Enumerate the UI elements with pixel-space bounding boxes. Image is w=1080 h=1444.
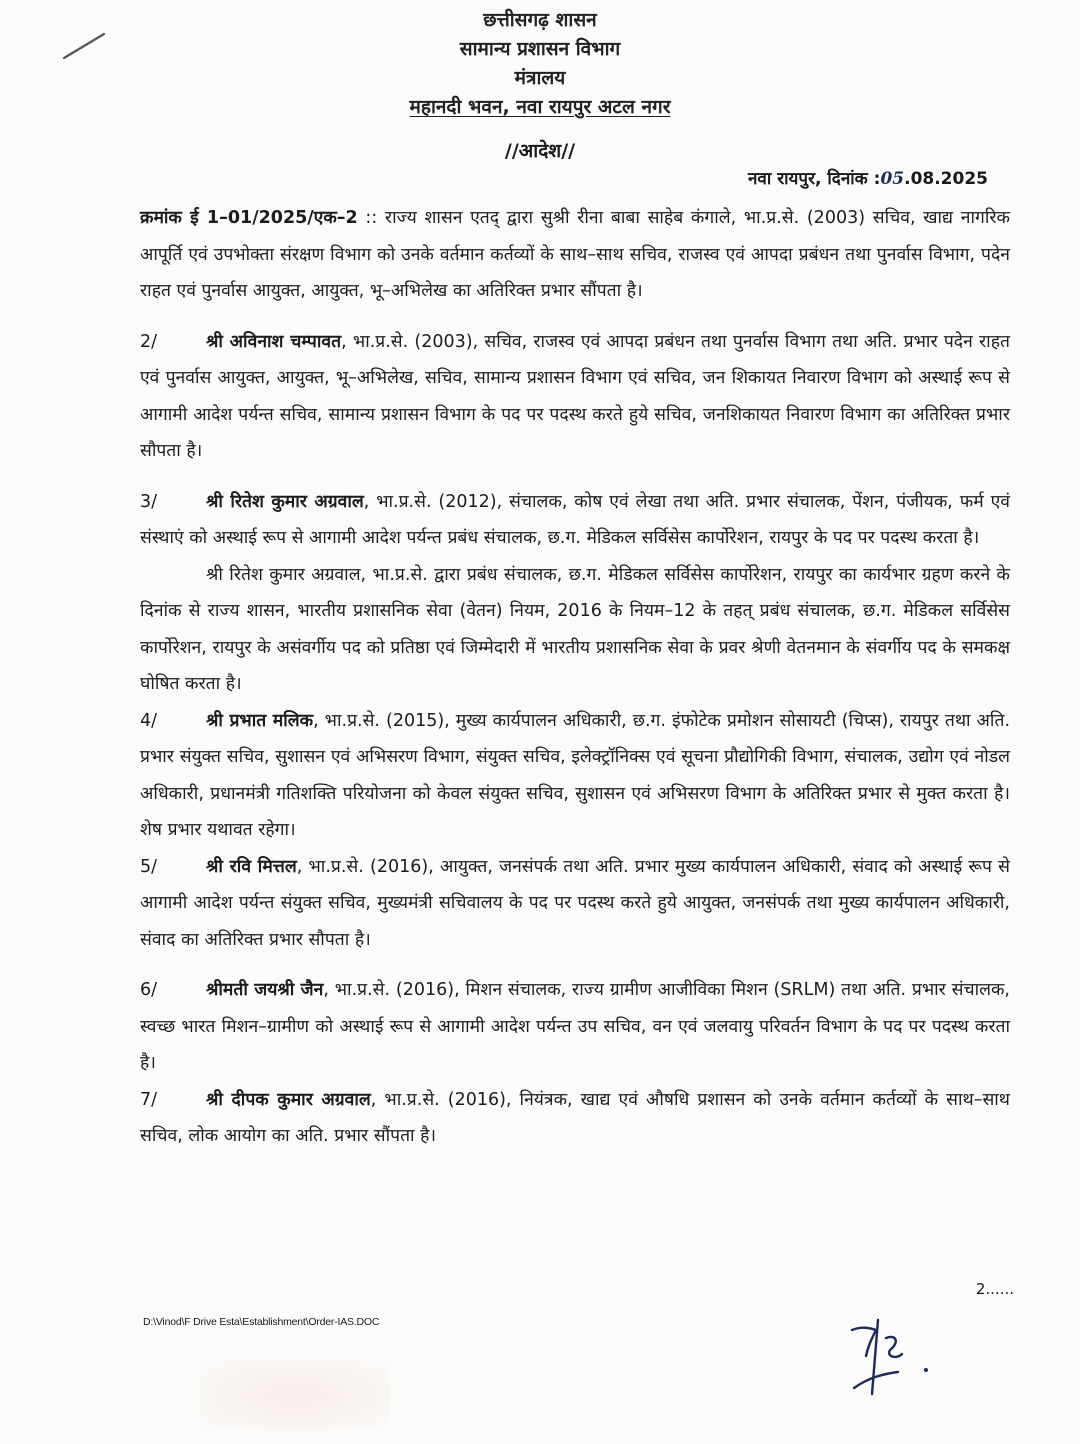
letterhead-government: छत्तीसगढ़ शासन	[483, 9, 597, 31]
paragraph-2	[140, 324, 1010, 470]
paragraph-2-text: , भा.प्र.से. (2003), सचिव, राजस्व एवं आपदा प्रबंधन तथा पुनर्वास विभाग तथा अति. प्रभार पदेन राहत एवं पुनर्वास आयुक्त, आयुक्त, भू–अभिलेख, सचिव, सामान्य प्रशासन विभाग एवं सचिव, जन शिकायत निवारण विभाग को अस्थाई रूप से आगामी आदेश पर्यन्त सचिव, सामान्य प्रशासन विभाग के पद पर पदस्थ करते हुये सचिव, जनशिकायत निवारण विभाग का अतिरिक्त प्रभार सौपता है।	[140, 331, 1010, 461]
date-place-label: नवा रायपुर, दिनांक :	[747, 169, 881, 189]
paragraph-number: 6/	[140, 980, 158, 1000]
handwritten-initials-signature	[842, 1316, 962, 1396]
page-continuation-marker: 2......	[975, 1280, 1014, 1298]
paragraph-1	[140, 200, 1010, 310]
paragraph-3b-text: श्री रितेश कुमार अग्रवाल, भा.प्र.से. द्वारा प्रबंध संचालक, छ.ग. मेडिकल सर्विसेस कार्पोरेशन, रायपुर का कार्यभार ग्रहण करने के दिनांक से राज्य शासन, भारतीय प्रशासनिक सेवा (वेतन) नियम, 2016 के नियम–12 के तहत् प्रबंध संचालक, छ.ग. मेडिकल सर्विसेस कार्पोरेशन, रायपुर के असंवर्गीय पद को प्रतिष्ठा एवं जिम्मेदारी में भारतीय प्रशासनिक सेवा के प्रवर श्रेणी वेतनमान के संवर्गीय पद के समकक्ष घोषित करता है।	[140, 564, 1010, 694]
officer-name: श्रीमती जयश्री जैन	[206, 980, 324, 1000]
date-month-year: .08.2025	[904, 169, 988, 189]
date-line	[748, 166, 988, 189]
paragraph-7-text: , भा.प्र.से. (2016), नियंत्रक, खाद्य एवं औषधि प्रशासन को उनके वर्तमान कर्तव्यों के साथ–साथ सचिव, लोक आयोग का अति. प्रभार सौंपता है।	[140, 1089, 1010, 1146]
paragraph-4	[140, 703, 1010, 849]
paragraph-4-text: , भा.प्र.से. (2015), मुख्य कार्यपालन अधिकारी, छ.ग. इंफोटेक प्रमोशन सोसायटी (चिप्स), रायपुर तथा अति. प्रभार संयुक्त सचिव, सुशासन एवं अभिसरण विभाग, संयुक्त सचिव, इलेक्ट्रॉनिक्स एवं सूचना प्रौद्योगिकी विभाग, संचालक, उद्योग एवं नोडल अधिकारी, प्रधानमंत्री गतिशक्ति परियोजना को केवल संयुक्त सचिव, सुशासन एवं अभिसरण विभाग के अतिरिक्त प्रभार से मुक्त करता है। शेष प्रभार यथावत रहेगा।	[140, 710, 1011, 840]
paragraph-number: 4/	[140, 710, 158, 731]
paragraph-6	[140, 972, 1010, 1082]
officer-name: श्री रवि मित्तल	[206, 856, 297, 877]
letterhead-ministry: मंत्रालय	[514, 67, 566, 89]
paragraph-3-text: , भा.प्र.से. (2012), संचालक, कोष एवं लेखा तथा अति. प्रभार संचालक, पेंशन, पंजीयक, फर्म एवं संस्थाएं को अस्थाई रूप से आगामी आदेश पर्यन्त प्रबंध संचालक, छ.ग. मेडिकल सर्विसेस कार्पोरेशन, रायपुर के पद पर पदस्थ करता है।	[140, 491, 1010, 548]
letterhead-department: सामान्य प्रशासन विभाग	[459, 38, 621, 60]
paragraph-number: 5/	[140, 856, 158, 877]
order-reference-number: क्रमांक ई 1–01/2025/एक–2	[140, 208, 358, 228]
letterhead	[0, 6, 1080, 166]
order-body	[140, 200, 1010, 1155]
paragraph-3	[140, 484, 1010, 557]
date-day-handwritten: 05	[880, 169, 905, 189]
order-title: //आदेश//	[504, 140, 576, 162]
paragraph-7	[140, 1082, 1010, 1155]
officer-name: श्री रितेश कुमार अग्रवाल	[206, 491, 364, 512]
paragraph-number: 3/	[140, 491, 158, 512]
letterhead-address: महानदी भवन, नवा रायपुर अटल नगर	[409, 96, 671, 118]
paragraph-5-text: , भा.प्र.से. (2016), आयुक्त, जनसंपर्क तथा अति. प्रभार मुख्य कार्यपालन अधिकारी, संवाद को अस्थाई रूप से आगामी आदेश पर्यन्त संयुक्त सचिव, मुख्यमंत्री सचिवालय के पद पर पदस्थ करते हुये आयुक्त, जनसंपर्क तथा मुख्य कार्यपालन अधिकारी, संवाद का अतिरिक्त प्रभार सौपता है।	[140, 856, 1010, 950]
paragraph-3b	[140, 557, 1010, 703]
officer-name: श्री प्रभात मलिक	[206, 710, 314, 731]
paper-stain	[200, 1360, 390, 1430]
officer-name: श्री दीपक कुमार अग्रवाल	[206, 1089, 371, 1110]
paragraph-number: 7/	[140, 1089, 158, 1110]
officer-name: श्री अविनाश चम्पावत	[206, 331, 342, 352]
paragraph-number: 2/	[140, 331, 158, 352]
document-file-path: D:\Vinod\F Drive Esta\Establishment\Order-IAS.DOC	[143, 1316, 380, 1328]
paragraph-5	[140, 849, 1010, 959]
paragraph-6-text: , भा.प्र.से. (2016), मिशन संचालक, राज्य ग्रामीण आजीविका मिशन (SRLM) तथा अति. प्रभार संचालक, स्वच्छ भारत मिशन–ग्रामीण को अस्थाई रूप से आगामी आदेश पर्यन्त उप सचिव, वन एवं जलवायु परिवर्तन विभाग के पद पर पदस्थ करता है।	[140, 980, 1010, 1073]
paragraph-1-text: :: राज्य शासन एतद् द्वारा सुश्री रीना बाबा साहेब कंगाले, भा.प्र.से. (2003) सचिव, खाद्य नागरिक आपूर्ति एवं उपभोक्ता संरक्षण विभाग को उनके वर्तमान कर्तव्यों के साथ–साथ सचिव, राजस्व एवं आपदा प्रबंधन तथा पुनर्वास विभाग, पदेन राहत एवं पुनर्वास आयुक्त, आयुक्त, भू–अभिलेख का अतिरिक्त प्रभार सौंपता है।	[140, 208, 1010, 301]
